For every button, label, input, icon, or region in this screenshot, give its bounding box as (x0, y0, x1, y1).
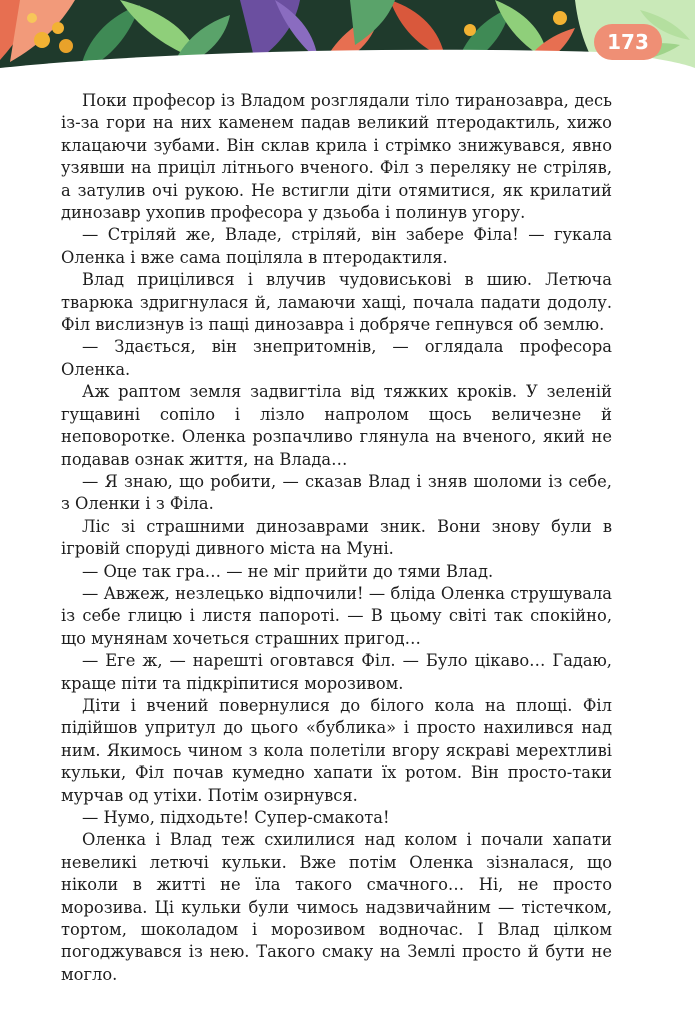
story-text (61, 90, 612, 986)
header-illustration (0, 0, 695, 72)
paragraph: — Еге ж, — нарешті оговтався Філ. — Було цікаво… Гадаю, краще піти та підкріпитися морозивом. (61, 651, 612, 693)
paragraph: Поки професор із Владом розглядали тіло тиранозавра, десь із-за гори на них каменем падав великий птеродактиль, хижо клацаючи зубами. Він склав крила і стрімко знижувався, явно узявши на приціл літнього вченого. Філ з переляку не стріляв, а затулив очі рукою. Не встигли діти отямитися, як крилатий динозавр ухопив професора у дзьоба і полинув угору. (61, 91, 612, 223)
paragraph: — Нумо, підходьте! Супер-смакота! (82, 808, 390, 827)
paragraph: — Авжеж, незлецько відпочили! — бліда Оленка струшувала із себе глицю і листя папороті. — В цьому світі так спокійно, що мунянам хочеться страшних пригод… (61, 583, 612, 648)
page-number: 173 (594, 24, 662, 60)
paragraph: Влад прицілився і влучив чудовиськові в шию. Летюча тварюка здригнулася й, ламаючи хащі, почала падати додолу. Філ вислизнув із пащі динозавра і добряче гепнувся об землю. (61, 270, 612, 335)
paragraph: Аж раптом земля задвигтіла від тяжких кроків. У зеленій гущавині сопіло і лізло напролом щось величезне й неповоротке. Оленка розпачливо глянула на вченого, який не подавав ознак життя, на Влада… (61, 382, 612, 469)
paragraph: — Оце так гра… — не міг прийти до тями Влад. (82, 561, 494, 581)
paragraph: Ліс зі страшними динозаврами зник. Вони знову були в ігровій споруді дивного міста на Муні. (61, 516, 612, 559)
paragraph: Діти і вчений повернулися до білого кола на площі. Філ підійшов упритул до цього «бублика» і просто нахилився над ним. Якимось чином з кола полетіли вгору яскраві мерехтливі кульки, Філ почав кумедно хапати їх ротом. Він просто-таки мурчав од утіхи. Потім озирнувся. (61, 695, 612, 805)
paragraph: — Я знаю, що робити, — сказав Влад і зняв шоломи із себе, з Оленки і з Філа. (61, 471, 612, 514)
paragraph: — Здається, він знепритомнів, — оглядала професора Оленка. (61, 337, 612, 379)
leaves-decoration (0, 0, 695, 72)
paragraph: Оленка і Влад теж схилилися над колом і почали хапати невеликі летючі кульки. Вже потім Оленка зізналася, що ніколи в житті не їла такого смачного… Ні, не просто морозива. Ці кульки були чимось надзвичайним — тістечком, тортом, шоколадом і морозивом водночас. І Влад цілком погоджувався із нею. Такого смаку на Землі просто й бути не могло. (61, 830, 612, 984)
paragraph: — Стріляй же, Владе, стріляй, він забере Філа! — гукала Оленка і вже сама поціляла в птеродактиля. (61, 225, 612, 267)
